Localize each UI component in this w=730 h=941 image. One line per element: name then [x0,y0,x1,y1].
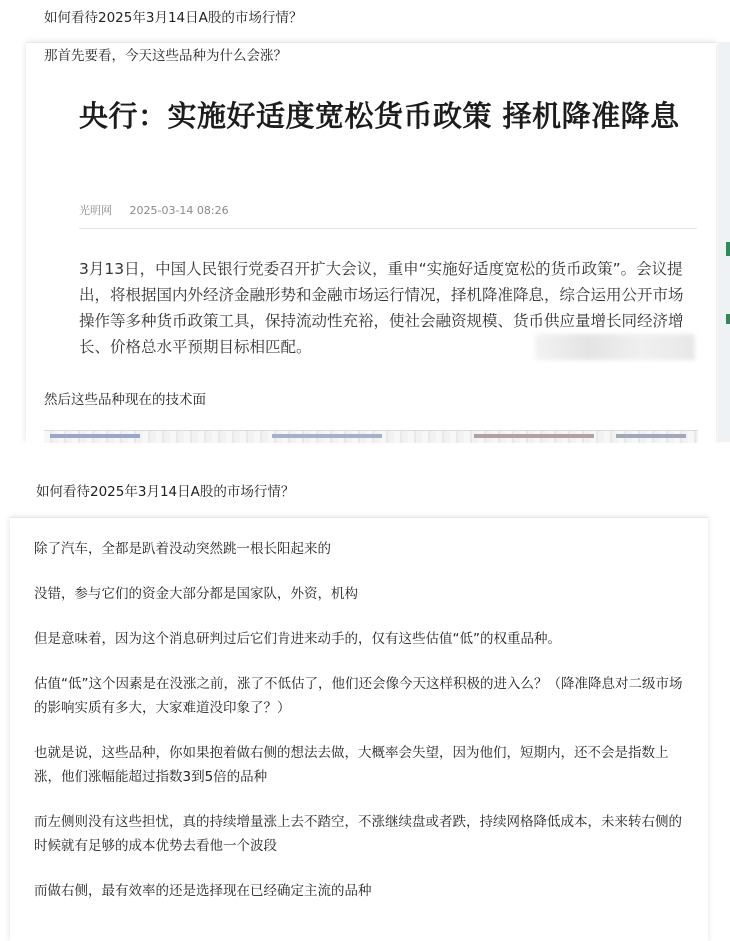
answer-card [10,517,708,941]
answer-intro-text: 那首先要看，今天这些品种为什么会涨？ [44,48,287,64]
news-body: 3月13日，中国人民银行党委召开扩大会议，重申“实施好适度宽松的货币政策”。会议提出，将根据国内外经济金融形势和金融市场运行情况，择机降准降息，综合运用公开市场操作等多种货币政策工具，保持流动性充裕，使社会融资规模、货币供应量增长同经济增长、价格总水平预期目标相匹配。 [79,260,684,356]
chart-images-preview [44,430,698,443]
answer-outro-text: 然后这些品种现在的技术面 [44,392,206,408]
blurred-watermark [535,334,695,360]
news-source: 光明网 [79,204,112,217]
question-title[interactable]: 如何看待2025年3月14日A股的市场行情？ [36,484,295,500]
chart-thumb-4 [616,434,686,438]
answer-paragraph: 没错，参与它们的资金大部分都是国家队，外资，机构 [34,586,358,602]
scrollbar-track[interactable] [718,42,730,442]
side-marker [726,314,730,324]
news-meta [79,202,229,218]
news-headline: 央行：实施好适度宽松货币政策 择机降准降息 [79,99,680,133]
chart-thumb-3 [474,434,594,438]
section-gap [0,443,730,461]
chart-thumb-2 [272,434,382,438]
chart-thumb-1 [50,434,140,438]
answer-paragraph: 除了汽车，全都是趴着没动突然跳一根长阳起来的 [34,541,331,557]
answer-paragraph: 但是意味着，因为这个消息研判过后它们肯进来动手的，仅有这些估值“低”的权重品种。 [34,631,561,647]
answer-paragraph: 而左侧则没有这些担忧，真的持续增量涨上去不踏空，不涨继续盘或者跌，持续网格降低成本，未来转右侧的时候就有足够的成本优势去看他一个波段 [34,814,682,854]
divider [79,228,697,229]
question-title[interactable]: 如何看待2025年3月14日A股的市场行情？ [44,10,303,26]
answer-paragraph: 而做右侧，最有效率的还是选择现在已经确定主流的品种 [34,883,372,899]
answer-paragraph: 也就是说，这些品种，你如果抱着做右侧的想法去做，大概率会失望，因为他们，短期内，还不会是指数上涨，他们涨幅能超过指数3到5倍的品种 [34,745,669,785]
news-datetime: 2025-03-14 08:26 [129,204,229,217]
side-marker [726,242,730,256]
answer-paragraph: 估值“低”这个因素是在没涨之前，涨了不低估了，他们还会像今天这样积极的进入么？（降准降息对二级市场的影响实质有多大，大家难道没印象了？） [34,676,683,716]
